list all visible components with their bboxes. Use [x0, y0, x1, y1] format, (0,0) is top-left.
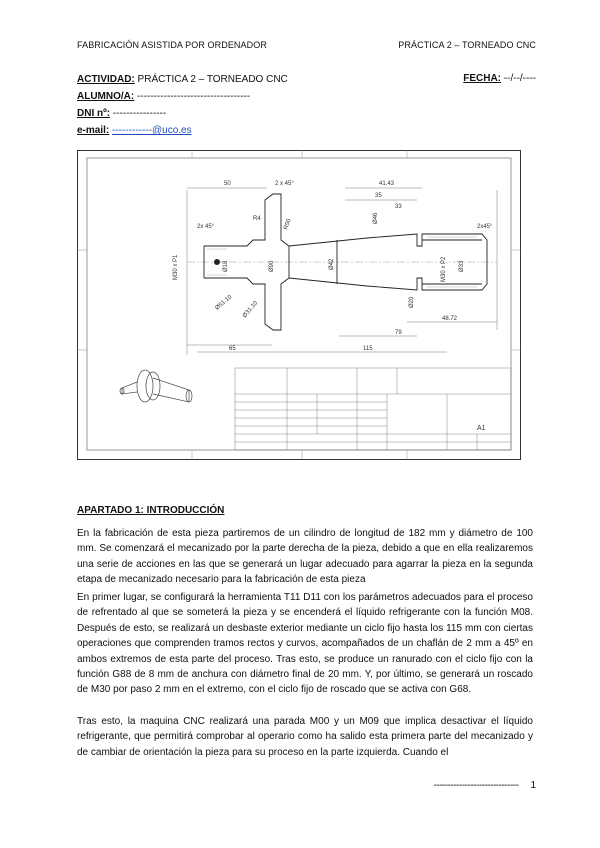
- dim-2x45b: 2x 45°: [197, 224, 215, 230]
- dim-50: 50: [224, 181, 231, 187]
- dim-d42: Ø42: [329, 258, 335, 270]
- section-title: APARTADO 1: INTRODUCCIÓN: [77, 505, 225, 516]
- email-link[interactable]: ------------@uco.es: [112, 125, 192, 136]
- footer: [434, 780, 536, 791]
- sheet-size: A1: [477, 425, 486, 432]
- student-line: [77, 90, 250, 104]
- activity-label: ACTIVIDAD:: [77, 74, 135, 85]
- dim-d51: Ø51.10: [214, 294, 234, 312]
- date-value: --/--/----: [501, 73, 536, 84]
- header-right: PRÁCTICA 2 – TORNEADO CNC: [398, 40, 536, 50]
- paragraph-2: En primer lugar, se configurará la herramienta T11 D11 con los parámetros adecuados para el proceso de refrentado al que se someterá la pieza y se encenderá el líquido refrigerante con la función M08. Después de esto, se realizará un desbaste exterior mediante un ciclo fijo hasta los 115 mm con ciertas operaciones que comprenden tramos rectos y curvos, acompañados de un chaflán de 2 mm a 45º en ambos extremos de esta parte del proceso. Tras esto, se produce un ranurado con el ciclo fijo con la función G88 de 8 mm de anchura con diámetro final de 20 mm. Y, por último, se generará un roscado de M30 por paso 2 mm en el extremo, con el ciclo fijo de roscado que se activa con G68.: [77, 592, 533, 696]
- dim-79: 79: [395, 330, 402, 336]
- dim-d33: Ø33: [459, 260, 465, 272]
- page-number: 1: [530, 780, 536, 791]
- dim-d46: Ø46: [373, 212, 379, 224]
- dim-2x45c: 2x45°: [477, 224, 493, 230]
- dim-d20: Ø20: [409, 296, 415, 308]
- paragraph-1: En la fabricación de esta pieza partiremos de un cilindro de longitud de 182 mm y diámetro de 100 mm. Se comenzará el mecanizado por la parte derecha de la pieza, debido a que en ella realizaremos una serie de acciones en las que se generará un lugar adecuado para agarrar la pieza en la segunda etapa de mecanizado necesario para la fabricación de esta pieza: [77, 528, 533, 586]
- dim-m30-right: M30 x P2: [441, 256, 447, 282]
- paragraph-3: Tras esto, la maquina CNC realizará una parada M00 y un M09 que implica desactivar el líquido refrigerante, que permitirá comprobar al operario como ha salido esta primera parte del mecanizado y de cambiar de orientación la pieza para su proceso en la parte izquierda. Cuando el: [77, 716, 533, 758]
- date-line: [463, 73, 536, 84]
- dim-48: 48.72: [442, 316, 458, 322]
- header-left: FABRICACIÓN ASISTIDA POR ORDENADOR: [77, 40, 267, 50]
- activity-line: [77, 73, 288, 87]
- email-label: e-mail:: [77, 125, 110, 136]
- dim-r4: R4: [253, 216, 261, 222]
- dim-35: 35: [375, 193, 382, 199]
- dim-d31: Ø31.10: [241, 300, 260, 320]
- dim-m30-left: M30 x P1: [173, 254, 179, 280]
- date-label: FECHA:: [463, 73, 502, 84]
- student-label: ALUMNO/A:: [77, 91, 135, 102]
- dni-label: DNI nº:: [77, 108, 111, 119]
- technical-drawing: [77, 150, 521, 460]
- dim-41: 41.43: [379, 181, 395, 187]
- student-value: ----------------------------------: [134, 91, 251, 102]
- dim-33: 33: [395, 204, 402, 210]
- dim-d18: Ø18: [223, 260, 229, 272]
- dim-65: 65: [229, 346, 236, 352]
- dni-value: ----------------: [110, 108, 167, 119]
- dim-2x45: 2 x 45°: [275, 181, 294, 187]
- activity-value: PRÁCTICA 2 – TORNEADO CNC: [134, 74, 288, 85]
- dim-115: 115: [363, 346, 373, 352]
- dim-d90: Ø90: [269, 260, 275, 272]
- footer-dashes: ------------------------------: [433, 780, 519, 791]
- dni-line: [77, 107, 166, 121]
- email-line: [77, 124, 192, 138]
- dim-r50: R50: [283, 218, 293, 231]
